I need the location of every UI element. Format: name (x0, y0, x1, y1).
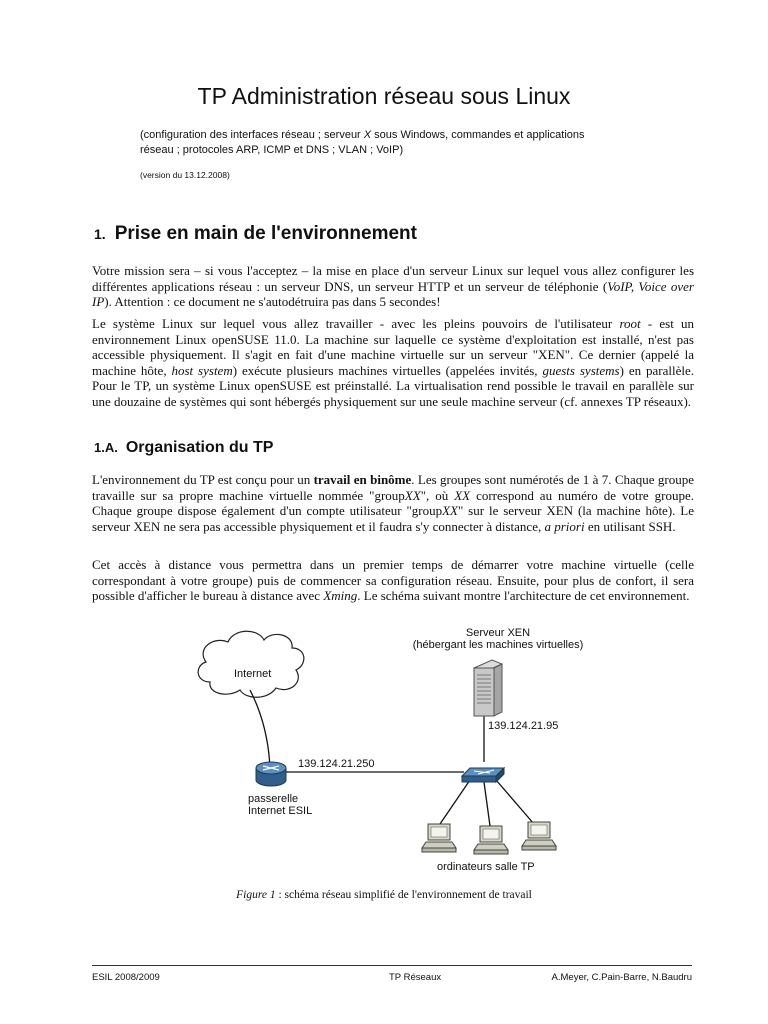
internet-label: Internet (234, 668, 272, 680)
figure-caption: Figure 1 : schéma réseau simplifié de l'environnement de travail (236, 889, 532, 901)
section-1a-paragraph-2: Cet accès à distance vous permettra dans un premier temps de démarrer votre machine virtuelle (celle correspondant à votre groupe) puis de commencer sa configuration réseau. Ensuite, pour plus de confort, il sera possible d'afficher le bureau à distance avec Xming. Le schéma suivant montre l'architecture de cet environnement. (92, 557, 694, 603)
pcs-label: ordinateurs salle TP (437, 861, 535, 873)
subtitle: (configuration des interfaces réseau ; serveur X sous Windows, commandes et applications réseau ; protocoles ARP, ICMP et DNS ; VLAN ; VoIP) (140, 129, 585, 156)
version-note: (version du 13.12.2008) (140, 170, 230, 180)
section-1-paragraph-1: Votre mission sera – si vous l'acceptez – la mise en place d'un serveur Linux sur lequel vous allez configurer les différentes applications réseau : un serveur DNS, un serveur HTTP et un serveur de téléphonie (VoIP, Voice over IP). Attention : ce document ne s'autodétruira pas dans 5 secondes! (92, 263, 694, 309)
footer-left: ESIL 2008/2009 (92, 972, 160, 983)
footer-right: A.Meyer, C.Pain-Barre, N.Baudru (551, 972, 692, 983)
router-icon (256, 762, 286, 786)
section-1a-paragraph-1: L'environnement du TP est conçu pour un travail en binôme. Les groupes sont numérotés de 1 à 7. Chaque groupe travaille sur sa propre machine virtuelle nommée "groupXX", où XX correspond au numéro de votre groupe. Chaque groupe dispose également d'un compte utilisateur "groupXX" sur le serveur XEN (la machine hôte). Le serveur XEN ne sera pas accessible physiquement et il faudra s'y connecter à distance, a priori en utilisant SSH. (92, 472, 694, 534)
footer-center: TP Réseaux (389, 972, 442, 983)
switch-icon (462, 768, 504, 782)
footer-divider (92, 965, 692, 966)
server-label: Serveur XEN (hébergant les machines virtuelles) (412, 627, 584, 651)
pc-icon (474, 826, 508, 854)
pc-icon (422, 824, 456, 852)
gateway-label: passerelle Internet ESIL (248, 793, 313, 817)
section-1-paragraph-2: Le système Linux sur lequel vous allez travailler - avec les pleins pouvoirs de l'utilisateur root - est un environnement Linux openSUSE 11.0. La machine sur laquelle ce système d'exploitation est installé, n'est pas accessible physiquement. Il s'agit en fait d'une machine virtuelle sur un serveur "XEN". Ce dernier (appelé la machine hôte, host system) exécute plusieurs machines virtuelles (appelées invités, guests systems) en parallèle. Pour le TP, un système Linux openSUSE est préinstallé. La virtualisation rend possible le travail en parallèle sur une douzaine de systèmes qui sont hébergés physiquement sur une seule machine serveur (cf. annexes TP réseaux). (92, 316, 694, 409)
server-icon (474, 660, 502, 716)
gateway-ip: 139.124.21.250 (298, 758, 375, 770)
section-1-heading: 1. Prise en main de l'environnement (94, 223, 417, 244)
pc-icon (522, 822, 556, 850)
server-ip: 139.124.21.95 (488, 720, 559, 732)
internet-cloud-icon (198, 631, 304, 697)
page-title: TP Administration réseau sous Linux (197, 83, 571, 109)
section-1a-heading: 1.A. Organisation du TP (94, 439, 274, 456)
